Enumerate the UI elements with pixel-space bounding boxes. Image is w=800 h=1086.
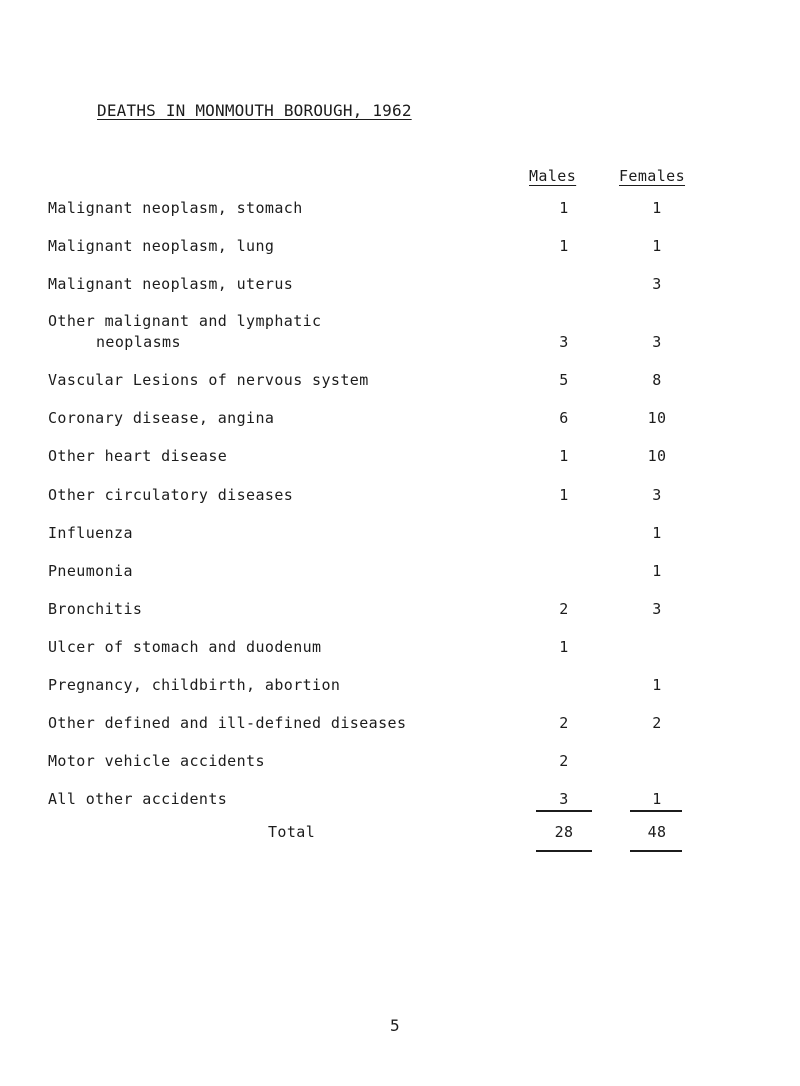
table-row	[0, 409, 800, 431]
table-row	[0, 486, 800, 508]
row-label: Bronchitis	[48, 600, 143, 618]
row-label: Other defined and ill-defined diseases	[48, 714, 407, 732]
females-value: 3	[652, 486, 662, 504]
page-title: DEATHS IN MONMOUTH BOROUGH, 1962	[97, 101, 412, 120]
males-value: 1	[559, 486, 569, 504]
males-value: 6	[559, 409, 569, 427]
females-value: 1	[652, 237, 662, 255]
males-value: 2	[559, 752, 569, 770]
table-row	[0, 371, 800, 393]
subtotal-rule-males	[536, 810, 592, 812]
males-value: 5	[559, 371, 569, 389]
females-value: 3	[652, 333, 662, 351]
total-rule-females	[630, 850, 682, 852]
row-label: Malignant neoplasm, stomach	[48, 199, 303, 217]
females-value: 2	[652, 714, 662, 732]
row-label: Other circulatory diseases	[48, 486, 294, 504]
row-label: Pregnancy, childbirth, abortion	[48, 676, 341, 694]
table-row	[0, 562, 800, 584]
females-value: 1	[652, 790, 662, 808]
females-value: 8	[652, 371, 662, 389]
table-row	[0, 524, 800, 546]
males-value: 3	[559, 790, 569, 808]
females-value: 1	[652, 676, 662, 694]
page-number: 5	[390, 1016, 401, 1035]
table-row	[0, 676, 800, 698]
females-value: 10	[647, 447, 667, 465]
females-value: 1	[652, 199, 662, 217]
males-value: 1	[559, 638, 569, 656]
total-row	[0, 823, 800, 845]
males-value: 1	[559, 199, 569, 217]
females-value: 3	[652, 275, 662, 293]
row-label: All other accidents	[48, 790, 228, 808]
table-row	[0, 312, 800, 334]
column-header-males: Males	[529, 167, 577, 185]
column-header-females: Females	[619, 167, 686, 185]
row-label: Ulcer of stomach and duodenum	[48, 638, 322, 656]
row-label: Malignant neoplasm, lung	[48, 237, 275, 255]
females-value: 3	[652, 600, 662, 618]
row-label: Pneumonia	[48, 562, 133, 580]
table-row	[0, 237, 800, 259]
row-label-line1: Other malignant and lymphatic	[48, 312, 322, 330]
row-label: Motor vehicle accidents	[48, 752, 265, 770]
row-label: Influenza	[48, 524, 133, 542]
row-label: Vascular Lesions of nervous system	[48, 371, 369, 389]
total-label: Total	[268, 823, 316, 841]
females-value: 1	[652, 562, 662, 580]
males-value: 3	[559, 333, 569, 351]
table-row	[0, 447, 800, 469]
females-value: 10	[647, 409, 667, 427]
total-males: 28	[554, 823, 574, 841]
table-row	[0, 333, 800, 355]
row-label: neoplasms	[96, 333, 181, 351]
row-label: Malignant neoplasm, uterus	[48, 275, 294, 293]
females-value: 1	[652, 524, 662, 542]
males-value: 1	[559, 447, 569, 465]
subtotal-rule-females	[630, 810, 682, 812]
table-row	[0, 275, 800, 297]
table-row	[0, 638, 800, 660]
row-label: Other heart disease	[48, 447, 228, 465]
total-females: 48	[647, 823, 667, 841]
row-label: Coronary disease, angina	[48, 409, 275, 427]
table-row	[0, 714, 800, 736]
males-value: 1	[559, 237, 569, 255]
table-row	[0, 199, 800, 221]
table-row	[0, 600, 800, 622]
total-rule-males	[536, 850, 592, 852]
table-row	[0, 752, 800, 774]
table-row	[0, 790, 800, 812]
males-value: 2	[559, 600, 569, 618]
males-value: 2	[559, 714, 569, 732]
